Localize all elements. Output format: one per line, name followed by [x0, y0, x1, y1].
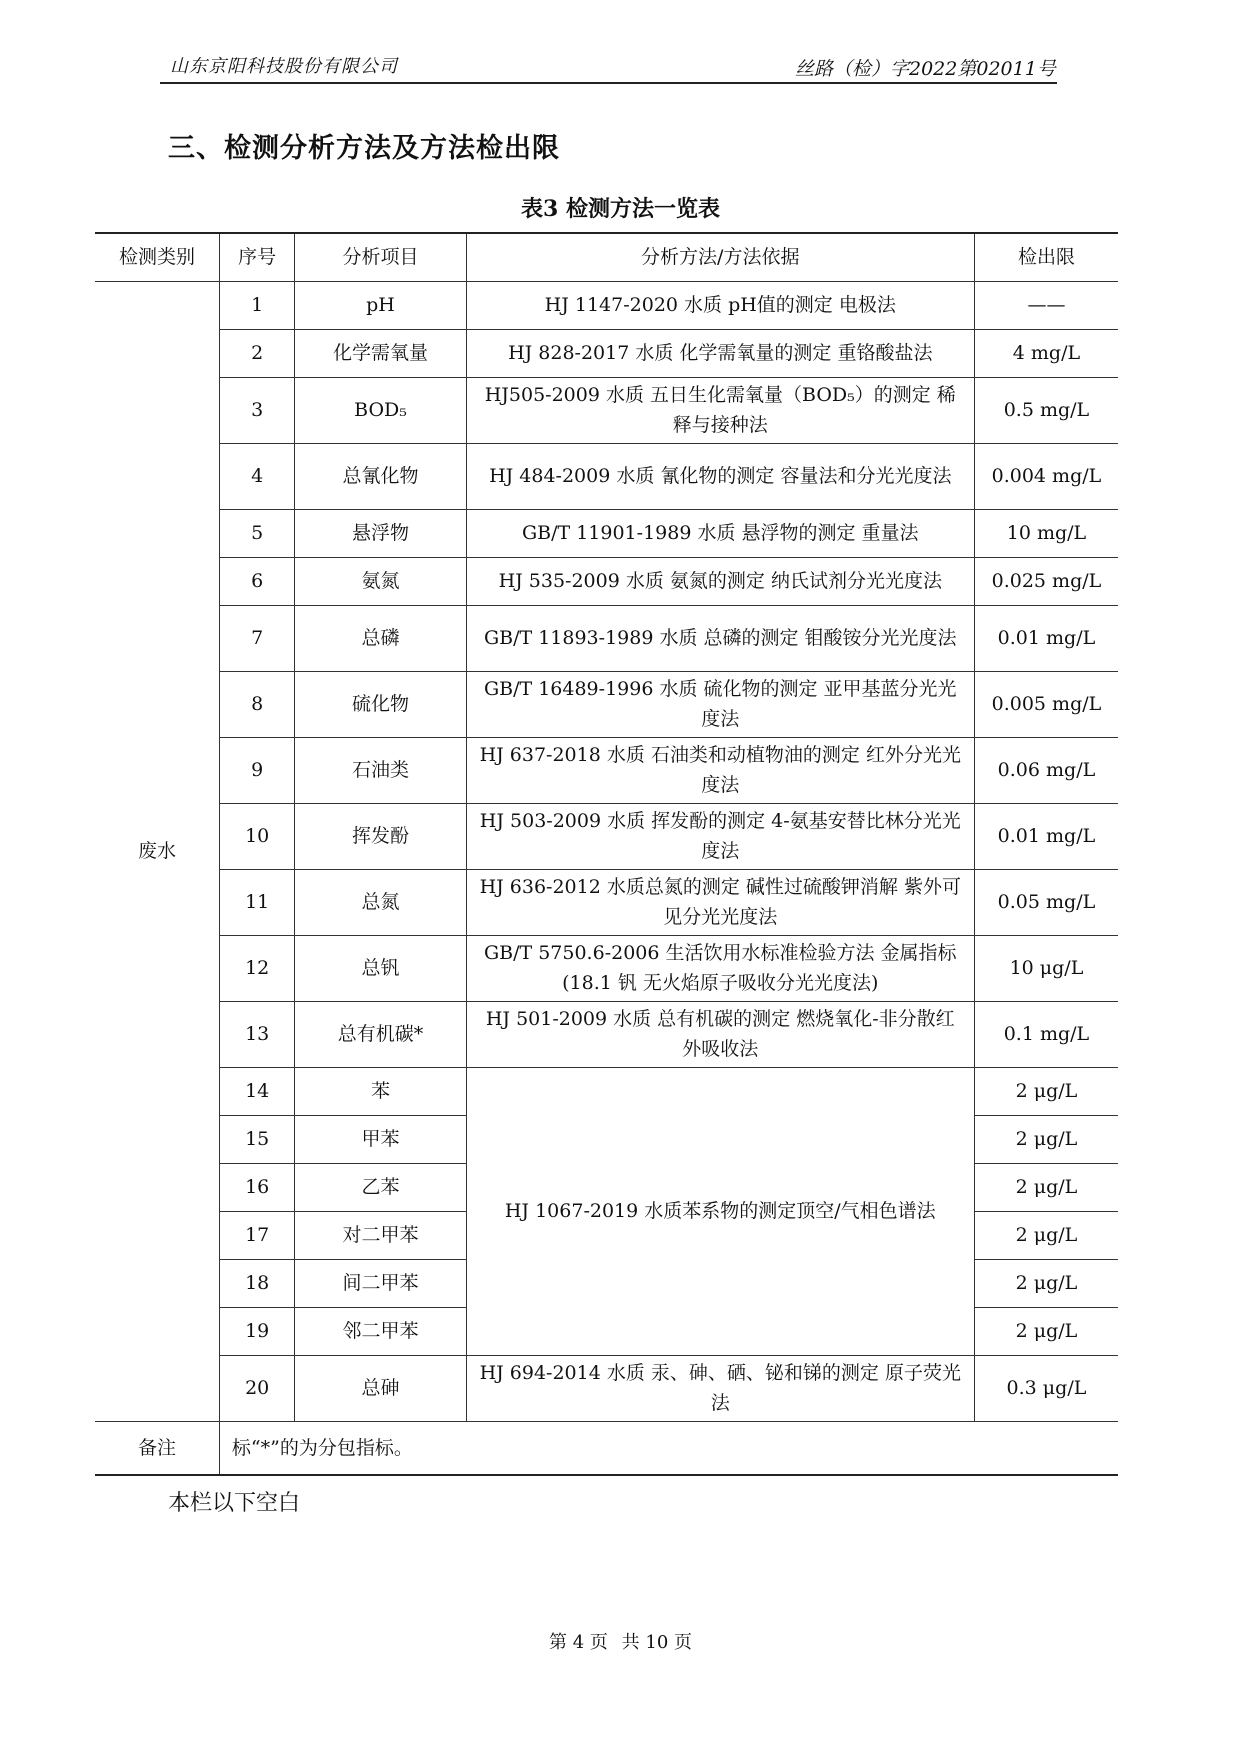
- row-item: 总氰化物: [295, 443, 466, 509]
- row-number: 6: [219, 557, 295, 605]
- col-header-limit: 检出限: [974, 233, 1118, 281]
- table-row: [95, 443, 1118, 509]
- row-item: 挥发酚: [295, 803, 466, 869]
- row-method: GB/T 11893-1989 水质 总磷的测定 钼酸铵分光光度法: [466, 605, 974, 671]
- row-limit: 4 mg/L: [974, 329, 1118, 377]
- row-number: 3: [219, 377, 295, 443]
- row-limit: 2 μg/L: [974, 1211, 1118, 1259]
- row-number: 12: [219, 935, 295, 1001]
- col-header-item: 分析项目: [295, 233, 466, 281]
- col-header-category: 检测类别: [95, 233, 219, 281]
- row-item: 氨氮: [295, 557, 466, 605]
- row-method: GB/T 16489-1996 水质 硫化物的测定 亚甲基蓝分光光度法: [466, 671, 974, 737]
- table-header-row: [95, 233, 1118, 281]
- company-name: 山东京阳科技股份有限公司: [170, 56, 398, 77]
- row-limit: 0.3 μg/L: [974, 1355, 1118, 1421]
- row-method: GB/T 11901-1989 水质 悬浮物的测定 重量法: [466, 509, 974, 557]
- category-cell: 废水: [95, 281, 219, 1421]
- row-number: 17: [219, 1211, 295, 1259]
- row-number: 19: [219, 1307, 295, 1355]
- row-item: 对二甲苯: [295, 1211, 466, 1259]
- row-item: 总磷: [295, 605, 466, 671]
- note-row: [95, 1421, 1118, 1475]
- header-divider: [160, 82, 1057, 84]
- row-limit: 0.5 mg/L: [974, 377, 1118, 443]
- row-number: 15: [219, 1115, 295, 1163]
- row-method: HJ 535-2009 水质 氨氮的测定 纳氏试剂分光光度法: [466, 557, 974, 605]
- row-number: 18: [219, 1259, 295, 1307]
- row-item: 苯: [295, 1067, 466, 1115]
- row-limit: 0.004 mg/L: [974, 443, 1118, 509]
- row-method: HJ 637-2018 水质 石油类和动植物油的测定 红外分光光度法: [466, 737, 974, 803]
- col-header-method: 分析方法/方法依据: [466, 233, 974, 281]
- table-row: [95, 935, 1118, 1001]
- row-number: 14: [219, 1067, 295, 1115]
- row-method: HJ505-2009 水质 五日生化需氧量（BOD₅）的测定 稀释与接种法: [466, 377, 974, 443]
- row-limit: 0.01 mg/L: [974, 803, 1118, 869]
- table-caption: 表3 检测方法一览表: [521, 196, 720, 222]
- row-number: 20: [219, 1355, 295, 1421]
- row-number: 2: [219, 329, 295, 377]
- row-item: 石油类: [295, 737, 466, 803]
- row-method: HJ 501-2009 水质 总有机碳的测定 燃烧氧化-非分散红外吸收法: [466, 1001, 974, 1067]
- table-row: [95, 557, 1118, 605]
- row-method: HJ 503-2009 水质 挥发酚的测定 4-氨基安替比林分光光度法: [466, 803, 974, 869]
- row-number: 10: [219, 803, 295, 869]
- row-number: 13: [219, 1001, 295, 1067]
- note-text: 标“*”的为分包指标。: [219, 1421, 1118, 1475]
- row-number: 1: [219, 281, 295, 329]
- row-number: 11: [219, 869, 295, 935]
- method-table: [95, 232, 1118, 1476]
- row-number: 9: [219, 737, 295, 803]
- row-item: 化学需氧量: [295, 329, 466, 377]
- row-limit: 2 μg/L: [974, 1067, 1118, 1115]
- table-row: [95, 281, 1118, 329]
- table-row: [95, 605, 1118, 671]
- section-title: 三、检测分析方法及方法检出限: [168, 133, 560, 164]
- row-method: HJ 1147-2020 水质 pH值的测定 电极法: [466, 281, 974, 329]
- row-limit: ——: [974, 281, 1118, 329]
- table-row: [95, 509, 1118, 557]
- row-limit: 2 μg/L: [974, 1307, 1118, 1355]
- table-row: [95, 869, 1118, 935]
- row-item: 总砷: [295, 1355, 466, 1421]
- row-method: HJ 828-2017 水质 化学需氧量的测定 重铬酸盐法: [466, 329, 974, 377]
- row-limit: 0.025 mg/L: [974, 557, 1118, 605]
- row-number: 8: [219, 671, 295, 737]
- blank-below-note: 本栏以下空白: [168, 1491, 301, 1516]
- row-limit: 0.005 mg/L: [974, 671, 1118, 737]
- table-row: [95, 1067, 1118, 1115]
- row-item: 悬浮物: [295, 509, 466, 557]
- row-method: GB/T 5750.6-2006 生活饮用水标准检验方法 金属指标(18.1 钒 无火焰原子吸收分光光度法): [466, 935, 974, 1001]
- page-footer: [0, 1628, 1241, 1654]
- row-limit: 0.01 mg/L: [974, 605, 1118, 671]
- table-row: [95, 377, 1118, 443]
- row-limit: 2 μg/L: [974, 1259, 1118, 1307]
- row-limit: 0.1 mg/L: [974, 1001, 1118, 1067]
- row-item: 间二甲苯: [295, 1259, 466, 1307]
- row-limit: 0.05 mg/L: [974, 869, 1118, 935]
- row-limit: 10 mg/L: [974, 509, 1118, 557]
- row-limit: 2 μg/L: [974, 1163, 1118, 1211]
- row-item: BOD₅: [295, 377, 466, 443]
- row-method: HJ 636-2012 水质总氮的测定 碱性过硫酸钾消解 紫外可见分光光度法: [466, 869, 974, 935]
- row-item: 总钒: [295, 935, 466, 1001]
- row-method: HJ 484-2009 水质 氰化物的测定 容量法和分光光度法: [466, 443, 974, 509]
- merged-method-cell: HJ 1067-2019 水质苯系物的测定顶空/气相色谱法: [466, 1067, 974, 1355]
- row-item: 硫化物: [295, 671, 466, 737]
- row-limit: 0.06 mg/L: [974, 737, 1118, 803]
- table-row: [95, 329, 1118, 377]
- page-number: 第 4 页: [549, 1632, 608, 1653]
- row-item: 乙苯: [295, 1163, 466, 1211]
- col-header-number: 序号: [219, 233, 295, 281]
- row-item: 邻二甲苯: [295, 1307, 466, 1355]
- table-row: [95, 671, 1118, 737]
- page-total: 共 10 页: [621, 1632, 692, 1653]
- row-method: HJ 694-2014 水质 汞、砷、硒、铋和锑的测定 原子荧光法: [466, 1355, 974, 1421]
- report-number: 丝路（检）字2022第02011号: [795, 58, 1056, 80]
- row-item: 总氮: [295, 869, 466, 935]
- table-row: [95, 1355, 1118, 1421]
- row-number: 5: [219, 509, 295, 557]
- table-row: [95, 737, 1118, 803]
- row-number: 4: [219, 443, 295, 509]
- note-label: 备注: [95, 1421, 219, 1475]
- row-number: 7: [219, 605, 295, 671]
- row-item: pH: [295, 281, 466, 329]
- row-item: 甲苯: [295, 1115, 466, 1163]
- table-row: [95, 1001, 1118, 1067]
- table-row: [95, 803, 1118, 869]
- row-number: 16: [219, 1163, 295, 1211]
- row-limit: 2 μg/L: [974, 1115, 1118, 1163]
- row-limit: 10 μg/L: [974, 935, 1118, 1001]
- row-item: 总有机碳*: [295, 1001, 466, 1067]
